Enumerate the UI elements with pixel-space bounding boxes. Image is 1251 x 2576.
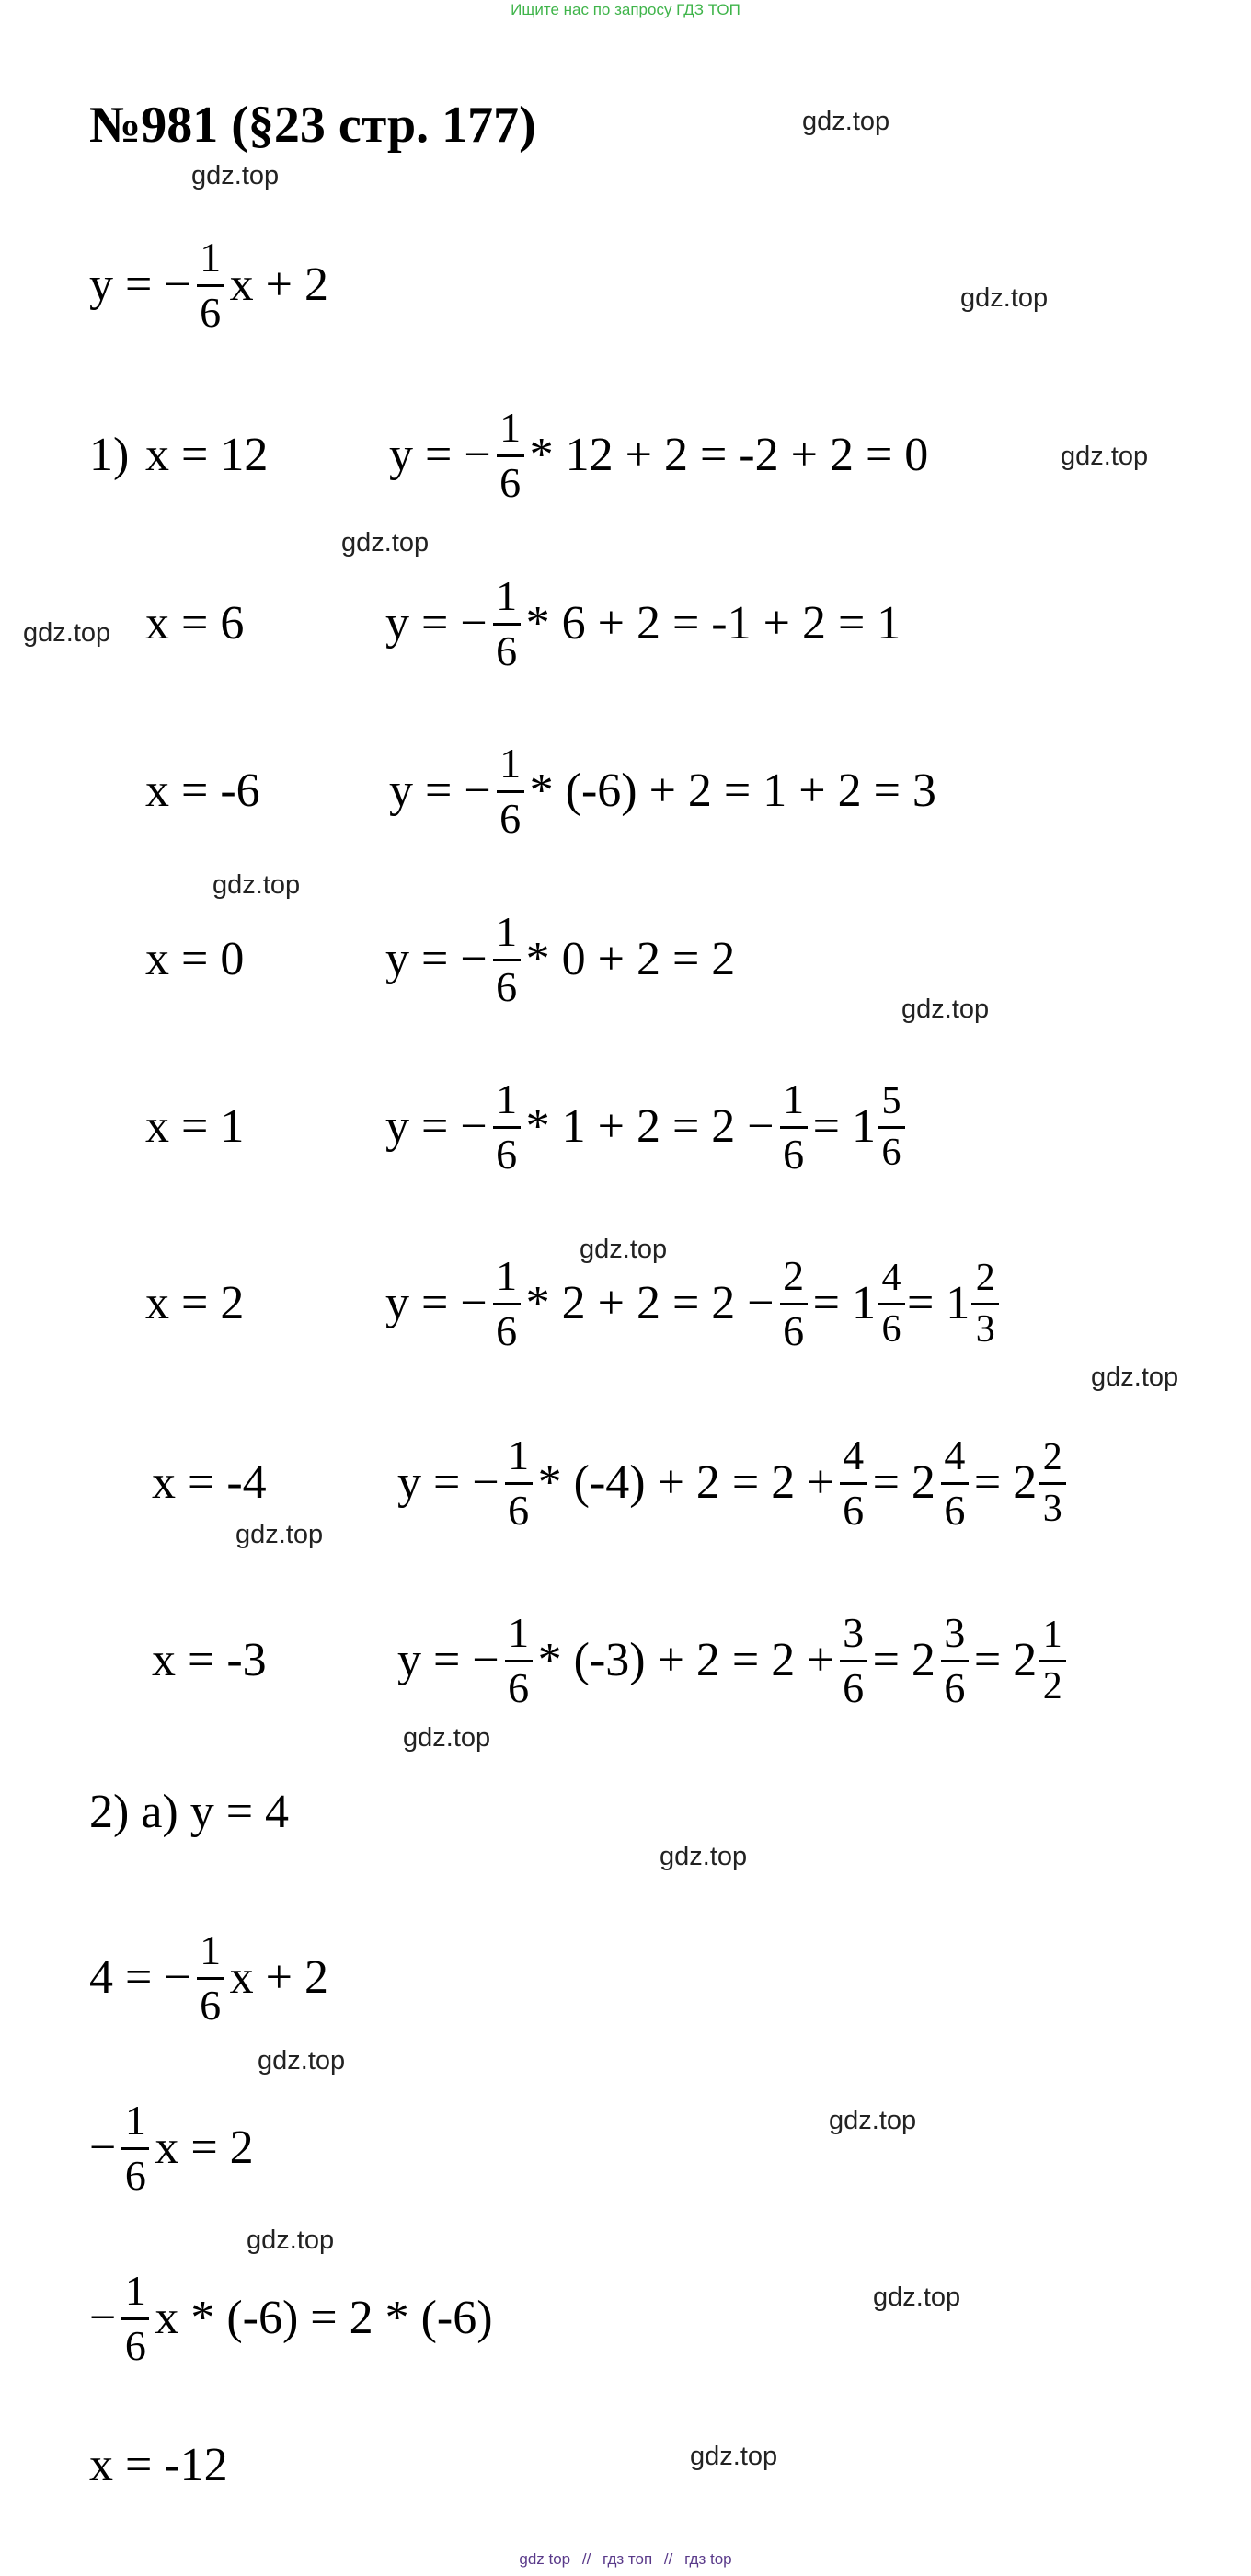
fraction-numerator: 3 [843, 1609, 865, 1657]
formula-rhs: x + 2 [229, 259, 328, 311]
fraction [497, 406, 524, 505]
fraction [840, 1433, 867, 1533]
calculation-row [385, 1075, 907, 1178]
bottom-link-separator: // [581, 2550, 591, 2568]
watermark: gdz.top [341, 528, 430, 558]
equation-rhs: x = 2 [155, 2122, 254, 2174]
fraction-denominator: 6 [508, 1663, 530, 1711]
fraction-numerator: 2 [783, 1252, 805, 1300]
fraction-numerator: 1 [200, 234, 222, 282]
fraction [878, 1258, 905, 1349]
fraction-denominator: 6 [499, 458, 522, 506]
x-value: x = 2 [145, 1277, 245, 1329]
equation-step [89, 2097, 254, 2199]
calc-prefix: y = − [397, 1634, 499, 1686]
fraction-denominator: 6 [200, 1981, 222, 2029]
watermark: gdz.top [901, 995, 990, 1024]
fraction-numerator: 1 [508, 1609, 530, 1657]
watermark: gdz.top [191, 161, 280, 190]
fraction-denominator: 6 [881, 1131, 901, 1174]
fraction [197, 1928, 224, 2028]
fraction [1039, 1615, 1066, 1706]
fraction-denominator: 6 [843, 1486, 865, 1534]
fraction-denominator: 6 [496, 1130, 518, 1178]
fraction [493, 1077, 521, 1177]
calculation-row [385, 572, 901, 674]
fraction [197, 236, 224, 335]
fraction-numerator: 3 [944, 1609, 966, 1657]
calculation-row [389, 404, 929, 506]
fraction-numerator: 1 [496, 1075, 518, 1123]
fraction-numerator: 4 [843, 1432, 865, 1479]
fraction-numerator: 2 [1042, 1436, 1062, 1479]
calc-result-whole: = 2 [973, 1456, 1038, 1509]
calculation-row [389, 740, 936, 842]
fraction-denominator: 6 [124, 2151, 146, 2199]
calc-prefix: y = − [385, 1277, 488, 1329]
fraction-numerator: 1 [1042, 1614, 1062, 1657]
bottom-link[interactable]: гдз top [684, 2550, 732, 2568]
watermark: gdz.top [829, 2106, 917, 2135]
calc-result-whole: = 2 [872, 1456, 935, 1509]
watermark: gdz.top [403, 1723, 491, 1753]
calc-result-whole: = 1 [906, 1277, 970, 1329]
x-value: x = -3 [152, 1634, 267, 1686]
fraction [878, 1081, 905, 1172]
x-value: x = -4 [152, 1456, 267, 1509]
fraction-denominator: 3 [1042, 1487, 1062, 1530]
page-title: №981 (§23 стр. 177) [89, 97, 536, 154]
top-banner[interactable]: Ищите нас по запросу ГДЗ ТОП [511, 1, 740, 18]
fraction-denominator: 6 [508, 1486, 530, 1534]
calculation-row [397, 1609, 1068, 1711]
calc-rest: * 1 + 2 = 2 − [525, 1100, 775, 1153]
formula-lhs: y = − [89, 259, 191, 311]
watermark: gdz.top [960, 283, 1049, 313]
x-value: x = 1 [145, 1100, 245, 1153]
fraction-denominator: 6 [124, 2321, 146, 2369]
calc-rest: * 0 + 2 = 2 [525, 933, 736, 985]
fraction-numerator: 1 [124, 2097, 146, 2145]
watermark: gdz.top [660, 1842, 748, 1871]
watermark: gdz.top [1061, 442, 1149, 471]
fraction-numerator: 1 [496, 908, 518, 956]
watermark: gdz.top [235, 1520, 324, 1549]
fraction [780, 1077, 808, 1177]
x-value: x = 12 [145, 429, 269, 481]
equation-answer: x = -12 [89, 2439, 228, 2491]
fraction [121, 2269, 149, 2368]
fraction [121, 2099, 149, 2198]
equation-rhs: x + 2 [229, 1951, 328, 2004]
watermark: gdz.top [580, 1235, 668, 1264]
fraction-numerator: 5 [881, 1080, 901, 1123]
fraction-numerator: 2 [975, 1257, 995, 1300]
equation-lhs: − [89, 2122, 117, 2174]
calculation-row [385, 908, 736, 1010]
part-2-heading: 2) a) y = 4 [89, 1786, 290, 1838]
fraction [493, 1254, 521, 1353]
calc-rest: * (-6) + 2 = 1 + 2 = 3 [529, 765, 936, 817]
fraction-numerator: 4 [944, 1432, 966, 1479]
fraction [505, 1433, 533, 1533]
fraction-denominator: 6 [499, 794, 522, 842]
fraction [971, 1258, 999, 1349]
calculation-row [385, 1252, 1001, 1354]
fraction [941, 1611, 969, 1710]
watermark: gdz.top [23, 618, 111, 648]
calc-result-whole: = 1 [812, 1277, 876, 1329]
fraction-numerator: 1 [496, 1252, 518, 1300]
fraction-denominator: 6 [944, 1663, 966, 1711]
fraction-numerator: 4 [881, 1257, 901, 1300]
fraction-numerator: 1 [496, 572, 518, 620]
fraction [1039, 1437, 1066, 1528]
bottom-link[interactable]: gdz top [519, 2550, 571, 2568]
equation-step [89, 2267, 493, 2369]
bottom-link[interactable]: гдз топ [603, 2550, 653, 2568]
fraction-numerator: 1 [499, 404, 522, 452]
x-value: x = 6 [145, 597, 245, 650]
fraction-denominator: 6 [783, 1130, 805, 1178]
fraction-denominator: 6 [944, 1486, 966, 1534]
calc-prefix: y = − [385, 597, 488, 650]
calc-rest: * 2 + 2 = 2 − [525, 1277, 775, 1329]
calc-result-whole: = 2 [872, 1634, 935, 1686]
fraction-numerator: 1 [783, 1075, 805, 1123]
equation-lhs: 4 = − [89, 1951, 191, 2004]
equation-step [89, 1926, 328, 2029]
fraction-denominator: 2 [1042, 1664, 1062, 1708]
bottom-links [0, 2550, 1251, 2569]
fraction-denominator: 6 [496, 627, 518, 674]
fraction-denominator: 6 [200, 288, 222, 336]
fraction-denominator: 6 [496, 962, 518, 1010]
fraction-numerator: 1 [124, 2267, 146, 2315]
part-1-label: 1) [89, 429, 130, 481]
watermark: gdz.top [1091, 1363, 1179, 1392]
watermark: gdz.top [802, 107, 890, 136]
watermark: gdz.top [247, 2225, 335, 2255]
calc-prefix: y = − [397, 1456, 499, 1509]
calc-rest: * (-3) + 2 = 2 + [537, 1634, 834, 1686]
calc-prefix: y = − [389, 429, 491, 481]
fraction-denominator: 6 [783, 1306, 805, 1354]
fraction [505, 1611, 533, 1710]
calc-prefix: y = − [389, 765, 491, 817]
watermark: gdz.top [690, 2442, 778, 2471]
function-formula [89, 234, 328, 336]
equation-lhs: − [89, 2292, 117, 2344]
fraction-numerator: 1 [200, 1926, 222, 1974]
watermark: gdz.top [212, 870, 301, 900]
fraction [497, 742, 524, 841]
fraction-denominator: 6 [843, 1663, 865, 1711]
calculation-row [397, 1432, 1068, 1534]
calc-rest: * (-4) + 2 = 2 + [537, 1456, 834, 1509]
watermark: gdz.top [873, 2283, 961, 2312]
fraction-denominator: 6 [881, 1307, 901, 1351]
fraction-numerator: 1 [499, 740, 522, 788]
calc-result-whole: = 2 [973, 1634, 1038, 1686]
fraction [840, 1611, 867, 1710]
fraction [941, 1433, 969, 1533]
fraction [780, 1254, 808, 1353]
fraction-numerator: 1 [508, 1432, 530, 1479]
bottom-link-separator: // [663, 2550, 673, 2568]
equation-rhs: x * (-6) = 2 * (-6) [155, 2292, 493, 2344]
calc-prefix: y = − [385, 1100, 488, 1153]
fraction-denominator: 6 [496, 1306, 518, 1354]
watermark: gdz.top [258, 2046, 346, 2076]
x-value: x = -6 [145, 765, 260, 817]
fraction-denominator: 3 [975, 1307, 995, 1351]
calc-rest: * 6 + 2 = -1 + 2 = 1 [525, 597, 901, 650]
fraction [493, 574, 521, 673]
calc-rest: * 12 + 2 = -2 + 2 = 0 [529, 429, 929, 481]
x-value: x = 0 [145, 933, 245, 985]
calc-result-whole: = 1 [812, 1100, 876, 1153]
calc-prefix: y = − [385, 933, 488, 985]
fraction [493, 910, 521, 1009]
